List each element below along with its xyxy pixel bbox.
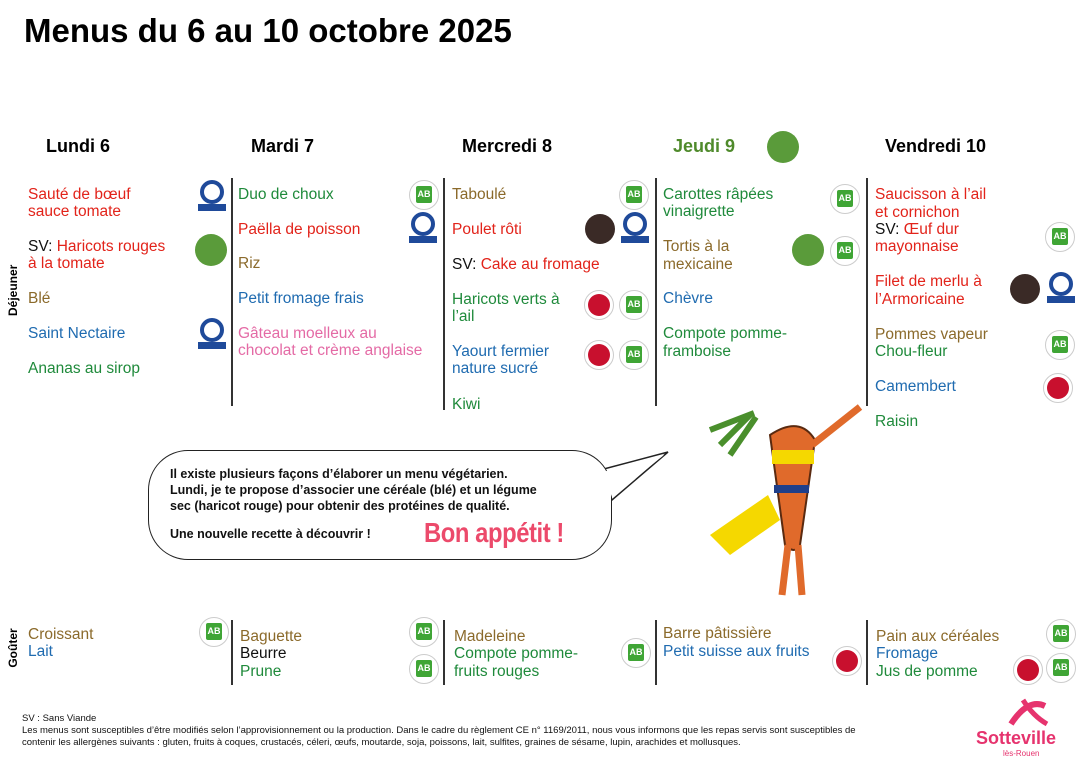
menu-item: Carottes râpées	[663, 186, 774, 203]
menu-item: nature sucré	[452, 360, 539, 377]
organic-ab-icon: AB	[199, 617, 229, 647]
snack-item: Barre pâtissière	[663, 625, 772, 642]
organic-ab-icon: AB	[830, 236, 860, 266]
organic-ab-icon: AB	[409, 180, 439, 210]
day-header-mardi: Mardi 7	[251, 136, 315, 156]
menu-item: Saucisson à l’ail	[875, 186, 987, 203]
local-product-icon	[832, 646, 862, 676]
menu-item: Chèvre	[663, 290, 713, 307]
snack-item: Prune	[240, 663, 282, 680]
menu-item: Filet de merlu à	[875, 273, 982, 290]
day-header-mercredi: Mercredi 8	[462, 136, 553, 156]
menu-item: l’Armoricaine	[875, 291, 965, 308]
menu-item: Riz	[238, 255, 261, 272]
snack-item: Jus de pomme	[876, 663, 978, 680]
organic-ab-icon: AB	[830, 184, 860, 214]
footer-note: SV : Sans Viande Les menus sont susceptibles d’être modifiés selon l’approvisionnement ou la production. Dans le cadre du règlement CE n° 1169/2011, nous vous informons que les repas servis sont susceptibles de contenir les allergènes suivants : gluten, fruits à coques, crustacés, céleri, œufs, moutarde, soja, poissons, lait, sulfites, graines de sésame, lupin, arachides et mollusques.	[22, 713, 856, 748]
organic-ab-icon: AB	[1045, 330, 1075, 360]
menu-item: à la tomate	[28, 255, 105, 272]
menu-item: Chou-fleur	[875, 343, 948, 360]
snack-item: Compote pomme-	[454, 645, 579, 662]
menu-item: Petit fromage frais	[238, 290, 364, 307]
menu-item: SV: Cake au fromage	[452, 256, 600, 273]
menu-item: Tortis à la	[663, 238, 730, 255]
menu-item: l’ail	[452, 308, 475, 325]
day-header-lundi: Lundi 6	[46, 136, 110, 156]
menu-item: Gâteau moelleux au	[238, 325, 377, 342]
snack-item: Baguette	[240, 628, 303, 645]
menu-item: Pommes vapeur	[875, 326, 988, 343]
bubble-text: Il existe plusieurs façons d’élaborer un menu végétarien. Lundi, je te propose d’associer une céréale (blé) et un légume sec (haricot rouge) pour obtenir des protéines de qualité. Une nouvelle recette à découvrir !	[170, 467, 537, 541]
menu-item: sauce tomate	[28, 203, 122, 220]
snack-item: Pain aux céréales	[876, 628, 1000, 645]
menu-item: Poulet rôti	[452, 221, 522, 238]
day-header-vendredi: Vendredi 10	[885, 136, 987, 156]
snack-item: Lait	[28, 643, 53, 660]
menu-item: mexicaine	[663, 256, 733, 273]
snack-item: fruits rouges	[454, 663, 540, 680]
snack-item: Beurre	[240, 645, 287, 662]
menu-item: SV: Haricots rouges	[28, 238, 166, 255]
organic-ab-icon: AB	[1046, 619, 1076, 649]
organic-ab-icon: AB	[621, 638, 651, 668]
menu-item: Blé	[28, 290, 51, 307]
local-product-icon	[1013, 655, 1043, 685]
carrot-mascot-icon	[690, 395, 870, 625]
menu-item: Camembert	[875, 378, 956, 395]
menu-item: et cornichon	[875, 204, 960, 221]
organic-ab-icon: AB	[619, 180, 649, 210]
menu-item: Taboulé	[452, 186, 507, 203]
menu-item: Saint Nectaire	[28, 325, 126, 342]
organic-ab-icon: AB	[409, 654, 439, 684]
snack-label: Goûter	[6, 628, 20, 668]
menu-item: Compote pomme-	[663, 325, 788, 342]
organic-ab-icon: AB	[619, 340, 649, 370]
menu-item: Ananas au sirop	[28, 360, 141, 377]
snack-item: Fromage	[876, 645, 939, 662]
menu-item: Yaourt fermier	[452, 343, 550, 360]
logo-subtitle: lès-Rouen	[1003, 749, 1040, 758]
sotteville-logo-icon	[1003, 696, 1053, 730]
page-title: Menus du 6 au 10 octobre 2025	[24, 12, 512, 49]
logo-name: Sotteville	[976, 728, 1057, 748]
organic-ab-icon: AB	[1046, 653, 1076, 683]
menu-item: vinaigrette	[663, 203, 735, 220]
menu-item: Sauté de bœuf	[28, 186, 131, 203]
snack-item: Croissant	[28, 626, 94, 643]
menu-item: Haricots verts à	[452, 291, 560, 308]
snack-item: Madeleine	[454, 628, 526, 645]
lunch-label: Déjeuner	[6, 264, 20, 316]
organic-ab-icon: AB	[1045, 222, 1075, 252]
organic-ab-icon: AB	[409, 617, 439, 647]
menu-item: Duo de choux	[238, 186, 334, 203]
menu-item: Paëlla de poisson	[238, 221, 361, 238]
bon-appetit-text: Bon appétit !	[424, 517, 564, 548]
snack-item: Petit suisse aux fruits	[663, 643, 810, 660]
menu-item: chocolat et crème anglaise	[238, 342, 423, 359]
menu-item: framboise	[663, 343, 732, 360]
menu-item: Raisin	[875, 413, 919, 430]
organic-ab-icon: AB	[619, 290, 649, 320]
menu-item: Kiwi	[452, 396, 481, 413]
menu-item: SV: Œuf dur	[875, 221, 959, 238]
menu-item: mayonnaise	[875, 238, 959, 255]
day-header-jeudi: Jeudi 9	[673, 136, 736, 156]
